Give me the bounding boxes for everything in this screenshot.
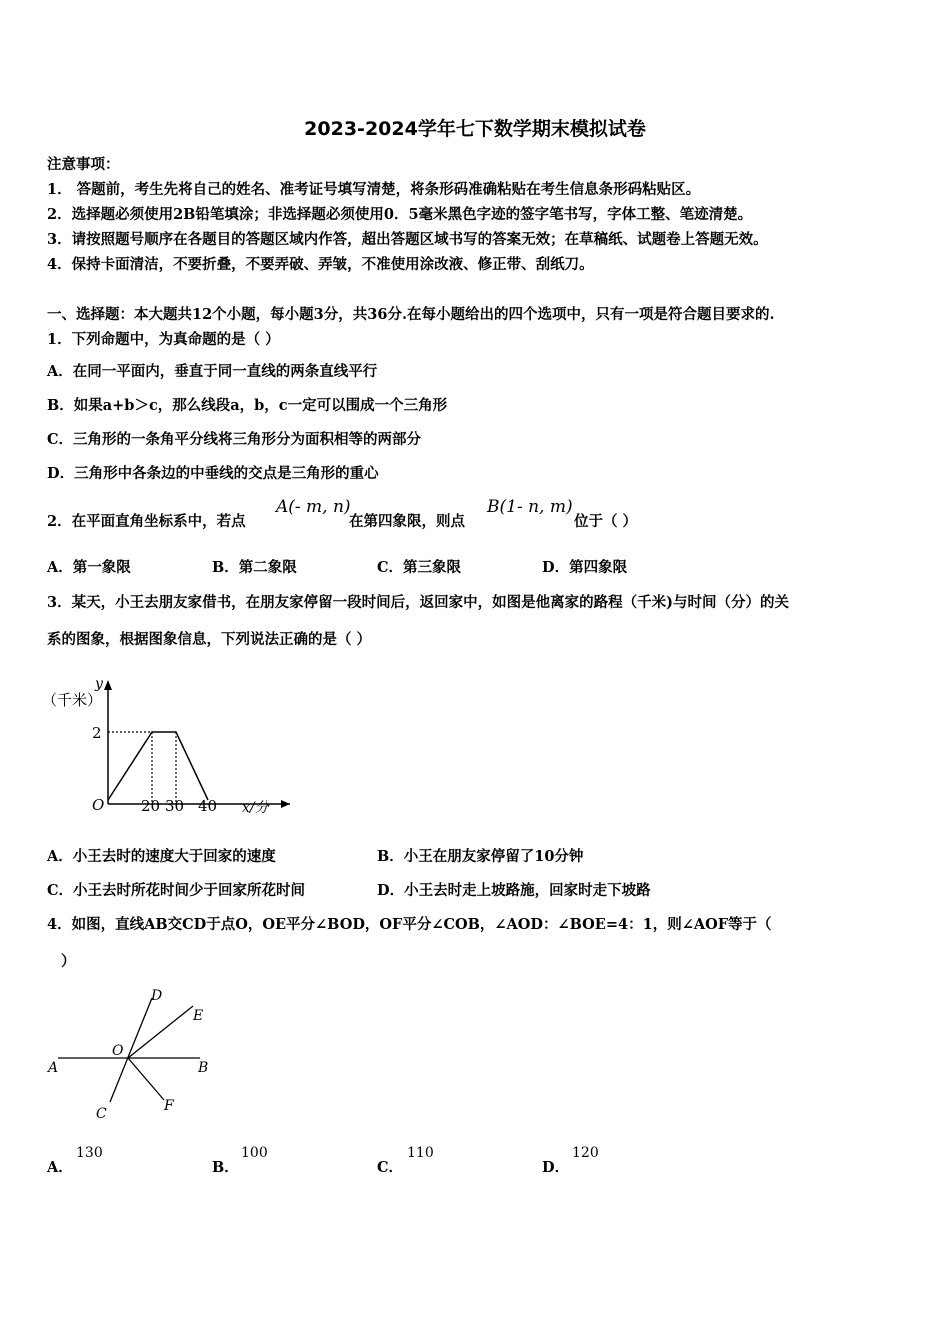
distance-time-graph — [40, 672, 290, 822]
q4-option-a-value: 130 — [76, 1145, 103, 1161]
origin-label: O — [92, 796, 105, 814]
y-axis-label: y — [95, 676, 103, 692]
q4-stem-line2: ） — [61, 953, 76, 970]
label-c: C — [96, 1106, 107, 1122]
q3-option-b: B．小王在朋友家停留了10分钟 — [377, 848, 584, 865]
q1-option-a: A．在同一平面内，垂直于同一直线的两条直线平行 — [47, 363, 378, 380]
q4-option-d-letter: D． — [542, 1159, 570, 1176]
y-tick-label: 2 — [92, 724, 102, 742]
q4-option-c-value: 110 — [407, 1145, 434, 1161]
question-1-stem: 1．下列命题中，为真命题的是（ ） — [47, 331, 280, 348]
q2-stem-part-b: 在第四象限，则点 — [349, 513, 465, 530]
section-heading: 一、选择题：本大题共12个小题，每小题3分，共36分.在每小题给出的四个选项中，只有一项是符合题目要求的. — [47, 306, 775, 323]
label-o: O — [112, 1043, 124, 1059]
notice-item: 2．选择题必须使用2B铅笔填涂；非选择题必须使用0．5毫米黑色字迹的签字笔书写，字体工整、笔迹清楚。 — [47, 206, 753, 223]
q4-option-c-letter: C． — [377, 1159, 404, 1176]
q3-option-c: C．小王去时所花时间少于回家所花时间 — [47, 882, 306, 899]
y-unit-label: （千米） — [42, 691, 103, 709]
q2-point-a: A(- m, n) — [276, 497, 351, 517]
q2-option-b: B．第二象限 — [212, 559, 297, 576]
label-a: A — [48, 1060, 59, 1076]
q4-option-a-letter: A． — [47, 1159, 73, 1176]
x-axis-label: x/分 — [242, 800, 269, 816]
angle-figure — [40, 980, 230, 1125]
notice-item: 4．保持卡面清洁，不要折叠，不要弄破、弄皱，不准使用涂改液、修正带、刮纸刀。 — [47, 256, 594, 273]
q2-stem-part-c: 位于（ ） — [574, 513, 638, 530]
notice-item: 3．请按照题号顺序在各题目的答题区域内作答，超出答题区域书写的答案无效；在草稿纸、试题卷上答题无效。 — [47, 231, 768, 248]
label-e: E — [193, 1008, 204, 1024]
x-tick-label: 20 — [141, 797, 161, 815]
q2-point-b: B(1- n, m) — [487, 497, 573, 517]
q3-stem-line1: 3．某天，小王去朋友家借书，在朋友家停留一段时间后，返回家中，如图是他离家的路程（千米)与时间（分）的关 — [47, 594, 789, 611]
q3-option-d: D．小王去时走上坡路施，回家时走下坡路 — [377, 882, 651, 899]
q3-stem-line2: 系的图象，根据图象信息，下列说法正确的是（ ） — [47, 631, 372, 648]
q2-option-c: C．第三象限 — [377, 559, 462, 576]
label-f: F — [164, 1098, 174, 1114]
q4-option-b-value: 100 — [241, 1145, 268, 1161]
notice-item: 1． 答题前，考生先将自己的姓名、准考证号填写清楚，将条形码准确粘贴在考生信息条形码粘贴区。 — [47, 181, 701, 198]
q4-stem-line1: 4．如图，直线AB交CD于点O，OE平分∠BOD，OF平分∠COB，∠AOD：∠BOE=4：1，则∠AOF等于（ — [47, 916, 772, 933]
q2-option-d: D．第四象限 — [542, 559, 628, 576]
x-tick-label: 40 — [198, 797, 218, 815]
q1-option-b: B．如果a+b＞c，那么线段a，b，c一定可以围成一个三角形 — [47, 397, 448, 414]
q4-option-d-value: 120 — [572, 1145, 599, 1161]
q4-option-b-letter: B． — [212, 1159, 239, 1176]
q3-option-a: A．小王去时的速度大于回家的速度 — [47, 848, 276, 865]
notice-heading: 注意事项： — [47, 156, 120, 173]
label-b: B — [198, 1060, 209, 1076]
q2-option-a: A．第一象限 — [47, 559, 131, 576]
x-tick-label: 30 — [165, 797, 185, 815]
label-d: D — [151, 988, 163, 1004]
q2-stem-part-a: 2．在平面直角坐标系中，若点 — [47, 513, 246, 530]
q1-option-c: C．三角形的一条角平分线将三角形分为面积相等的两部分 — [47, 431, 422, 448]
page-title: 2023-2024学年七下数学期末模拟试卷 — [304, 118, 646, 140]
q1-option-d: D．三角形中各条边的中垂线的交点是三角形的重心 — [47, 465, 379, 482]
